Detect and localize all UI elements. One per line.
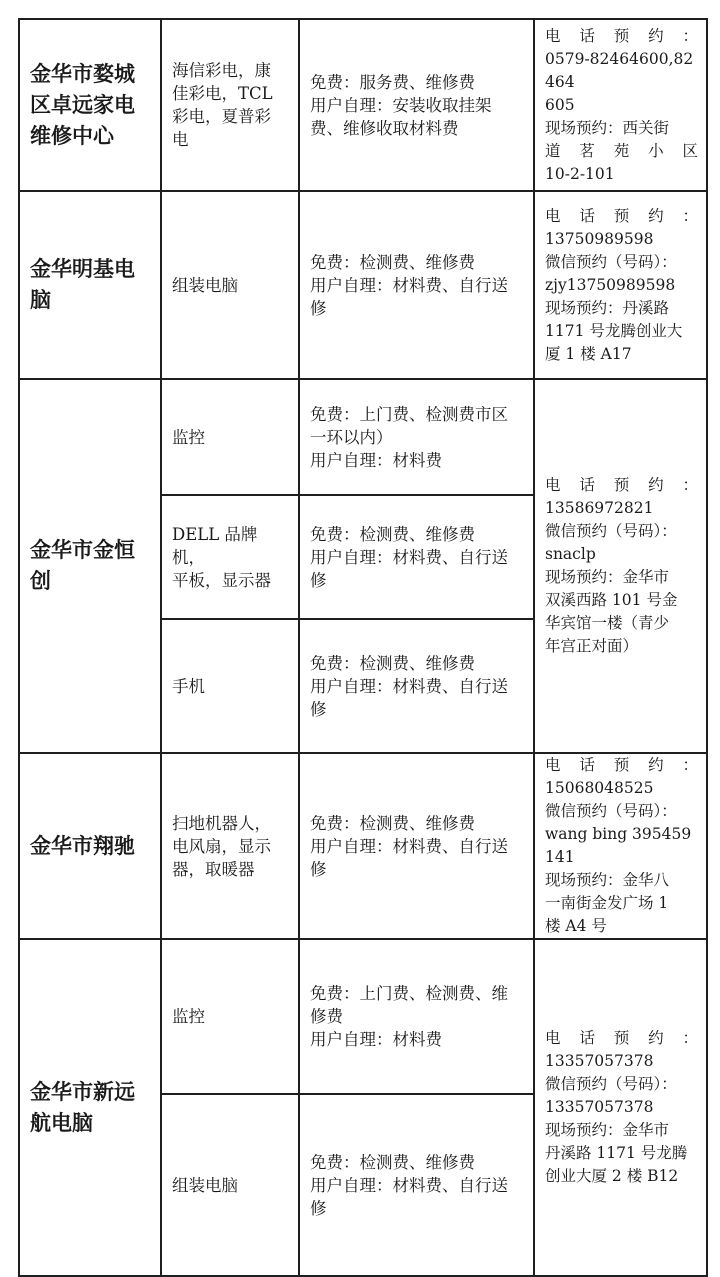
contact-text-line: 电 话 预 约 ： xyxy=(545,1029,698,1047)
name-text-line: 脑 xyxy=(30,288,51,312)
fee-text-line: 用户自理：材料费、自行送 xyxy=(310,836,508,856)
name-text-line: 航电脑 xyxy=(30,1110,93,1135)
fee-text-line: 修费 xyxy=(310,1007,343,1026)
contact-text-line: 一南街金发广场 1 xyxy=(545,894,669,912)
contact-text-line: 13357057378 xyxy=(545,1052,654,1070)
fee-text-line: 免费：服务费、维修费 xyxy=(310,72,475,92)
booking-contact-cell xyxy=(534,19,707,191)
fee-policy-cell xyxy=(299,939,534,1094)
device-text-line: 器，取暖器 xyxy=(172,859,255,879)
fee-text-line: 免费：检测费、维修费 xyxy=(310,653,475,673)
device-text-line: 组装电脑 xyxy=(172,1175,238,1195)
fee-text-line: 免费：检测费、维修费 xyxy=(310,813,475,833)
contact-text-line: 13357057378 xyxy=(545,1098,654,1116)
table-row xyxy=(19,379,707,495)
name-text-line: 金华市翔驰 xyxy=(30,833,135,858)
table-row xyxy=(19,939,707,1094)
fee-text-line: 修 xyxy=(310,1198,327,1218)
device-type-cell xyxy=(161,753,299,939)
device-text-line: 海信彩电，康 xyxy=(172,61,271,80)
table-row xyxy=(19,19,707,191)
device-text-line: 电 xyxy=(172,130,189,149)
shop-name-cell xyxy=(19,939,161,1276)
booking-contact-cell xyxy=(534,191,707,379)
contact-text-line: 13750989598 xyxy=(545,229,654,248)
booking-contact-cell xyxy=(534,939,707,1276)
contact-text-line: 电 话 预 约 ： xyxy=(545,206,698,225)
contact-text-line: 微信预约（号码）： xyxy=(545,1075,677,1093)
contact-text-line: 创业大厦 2 楼 B12 xyxy=(545,1167,679,1185)
contact-text-line: 楼 A4 号 xyxy=(545,917,607,935)
shop-name-cell xyxy=(19,19,161,191)
device-type-cell xyxy=(161,619,299,753)
name-text-line: 维修中心 xyxy=(30,123,114,148)
contact-text-line: 厦 1 楼 A17 xyxy=(545,344,632,363)
device-text-line: 组装电脑 xyxy=(172,275,238,295)
fee-text-line: 修 xyxy=(310,570,327,590)
fee-text-line: 免费：检测费、维修费 xyxy=(310,1152,475,1172)
contact-text-line: 电 话 预 约 ： xyxy=(545,756,698,774)
fee-text-line: 免费：上门费、检测费市区 xyxy=(310,404,508,424)
fee-text-line: 用户自理：材料费 xyxy=(310,1030,442,1049)
device-text-line: 手机 xyxy=(172,676,205,696)
device-text-line: 平板，显示器 xyxy=(172,570,271,590)
contact-text-line: 电 话 预 约 ： xyxy=(545,476,698,494)
contact-text-line: 微信预约（号码）： xyxy=(545,252,677,271)
device-text-line: 佳彩电，TCL xyxy=(172,84,273,103)
contact-text-line: 华宾馆一楼（青少 xyxy=(545,614,670,632)
table-row xyxy=(19,753,707,939)
fee-text-line: 修 xyxy=(310,699,327,719)
shop-name-cell xyxy=(19,379,161,753)
device-type-cell xyxy=(161,191,299,379)
fee-policy-cell xyxy=(299,753,534,939)
contact-text-line: 电 话 预 约 ： xyxy=(545,26,698,45)
contact-text-line: wang bing 395459141 xyxy=(545,825,692,866)
contact-text-line: 现场预约：丹溪路 xyxy=(545,298,670,317)
fee-text-line: 修 xyxy=(310,859,327,879)
fee-text-line: 修 xyxy=(310,298,327,318)
contact-text-line: 15068048525 xyxy=(545,779,654,797)
name-text-line: 金华市婺城 xyxy=(30,61,135,86)
contact-text-line: snaclp xyxy=(545,545,596,563)
name-text-line: 金华市新远 xyxy=(30,1079,135,1104)
contact-text-line: zjy13750989598 xyxy=(545,275,676,294)
contact-text-line: 现场预约：金华八 xyxy=(545,871,670,889)
contact-text-line: 现场预约：金华市 xyxy=(545,1121,670,1139)
shop-name-cell xyxy=(19,753,161,939)
fee-text-line: 用户自理：材料费、自行送 xyxy=(310,1175,508,1195)
fee-text-line: 免费：检测费、维修费 xyxy=(310,524,475,544)
fee-text-line: 用户自理：安装收取挂架 xyxy=(310,95,492,115)
fee-text-line: 一环以内） xyxy=(310,427,393,447)
table-body xyxy=(19,19,707,1276)
shop-name-cell xyxy=(19,191,161,379)
device-type-cell xyxy=(161,939,299,1094)
contact-text-line: 13586972821 xyxy=(545,499,654,517)
name-text-line: 金华市金恒 xyxy=(30,538,135,562)
name-text-line: 区卓远家电 xyxy=(30,92,135,117)
contact-text-line: 605 xyxy=(545,95,575,114)
contact-text-line: 微信预约（号码）： xyxy=(545,802,677,820)
device-type-cell xyxy=(161,1094,299,1276)
contact-text-line: 现场预约：西关街 xyxy=(545,118,670,137)
name-text-line: 创 xyxy=(30,569,51,593)
booking-contact-cell xyxy=(534,753,707,939)
repair-service-table xyxy=(18,18,708,1277)
fee-policy-cell xyxy=(299,619,534,753)
contact-text-line: 丹溪路 1171 号龙腾 xyxy=(545,1144,688,1162)
fee-text-line: 用户自理：材料费、自行送 xyxy=(310,275,508,295)
fee-policy-cell xyxy=(299,495,534,619)
booking-contact-cell xyxy=(534,379,707,753)
device-text-line: DELL 品牌机， xyxy=(172,524,258,567)
contact-text-line: 10-2-101 xyxy=(545,164,615,183)
device-type-cell xyxy=(161,19,299,191)
contact-text-line: 1171 号龙腾创业大 xyxy=(545,321,683,340)
contact-text-line: 微信预约（号码）： xyxy=(545,522,677,540)
fee-policy-cell xyxy=(299,1094,534,1276)
fee-policy-cell xyxy=(299,191,534,379)
fee-text-line: 免费：上门费、检测费、维 xyxy=(310,984,508,1003)
device-text-line: 电风扇，显示 xyxy=(172,836,271,856)
contact-text-line: 双溪西路 101 号金 xyxy=(545,591,678,609)
fee-text-line: 用户自理：材料费、自行送 xyxy=(310,547,508,567)
fee-text-line: 费、维修收取材料费 xyxy=(310,118,459,138)
contact-text-line: 道 茗 苑 小 区 xyxy=(545,141,698,160)
device-text-line: 监控 xyxy=(172,1007,205,1026)
device-type-cell xyxy=(161,495,299,619)
fee-policy-cell xyxy=(299,379,534,495)
device-type-cell xyxy=(161,379,299,495)
fee-text-line: 免费：检测费、维修费 xyxy=(310,252,475,272)
fee-text-line: 用户自理：材料费 xyxy=(310,450,442,470)
fee-policy-cell xyxy=(299,19,534,191)
device-text-line: 扫地机器人， xyxy=(172,813,271,833)
contact-text-line: 0579-82464600,82464 xyxy=(545,49,694,91)
table-row xyxy=(19,191,707,379)
fee-text-line: 用户自理：材料费、自行送 xyxy=(310,676,508,696)
name-text-line: 金华明基电 xyxy=(30,257,135,281)
contact-text-line: 现场预约：金华市 xyxy=(545,568,670,586)
device-text-line: 监控 xyxy=(172,427,205,447)
contact-text-line: 年宫正对面） xyxy=(545,637,639,655)
device-text-line: 彩电，夏普彩 xyxy=(172,107,271,126)
